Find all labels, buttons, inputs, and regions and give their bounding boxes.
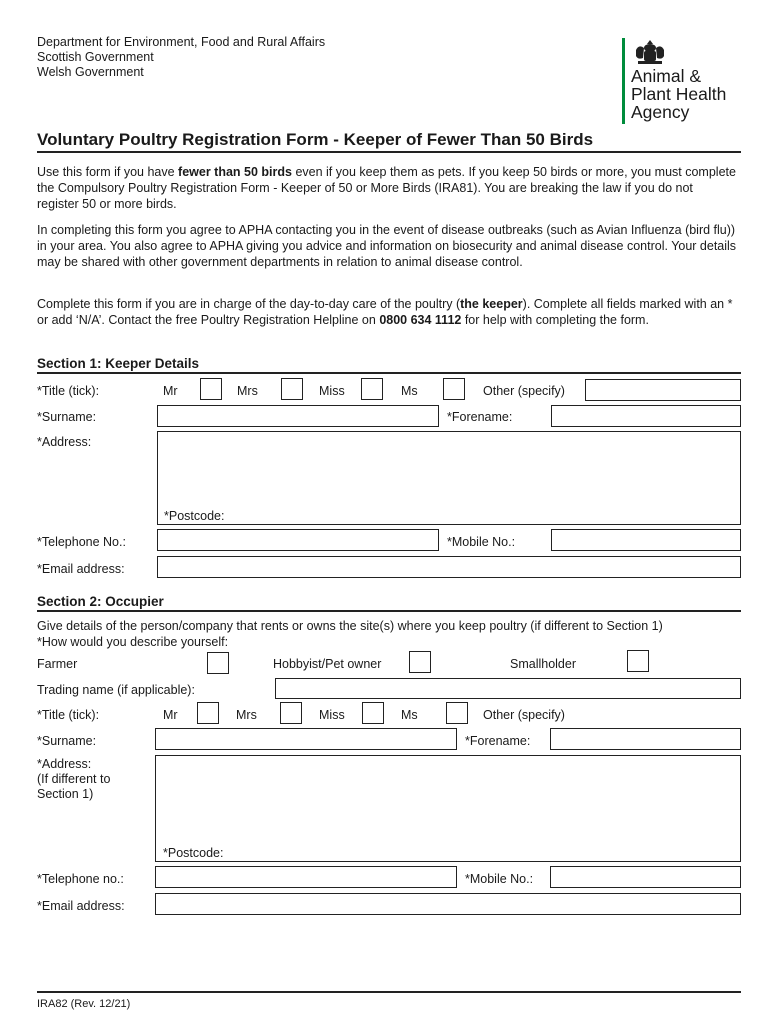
surname-label: *Surname: — [37, 410, 97, 424]
title-ms-checkbox[interactable] — [443, 378, 465, 400]
title-mr-checkbox[interactable] — [200, 378, 222, 400]
title-underline — [37, 151, 741, 153]
address-label: *Address: — [37, 435, 92, 449]
occupier-title-miss-label: Miss — [319, 708, 345, 722]
postcode-label: *Postcode: — [164, 509, 225, 523]
title-mr-label: Mr — [163, 384, 178, 398]
title-ms-label: Ms — [401, 384, 418, 398]
section2-description: Give details of the person/company that rents or owns the site(s) where you keep poultry (if different to Section 1) — [37, 619, 663, 633]
occupier-email-field[interactable] — [155, 893, 741, 915]
title-label: *Title (tick): — [37, 384, 100, 398]
title-other-field[interactable] — [585, 379, 741, 401]
occupier-address-field[interactable] — [155, 755, 741, 862]
occupier-mobile-label: *Mobile No.: — [465, 872, 534, 886]
occupier-title-miss-checkbox[interactable] — [362, 702, 384, 724]
address-field[interactable] — [157, 431, 741, 525]
occupier-title-other-label: Other (specify) — [483, 708, 565, 722]
trading-name-label: Trading name (if applicable): — [37, 683, 195, 697]
telephone-field[interactable] — [157, 529, 439, 551]
type-hobbyist-checkbox[interactable] — [409, 651, 431, 673]
section1-heading: Section 1: Keeper Details — [37, 356, 200, 371]
type-smallholder-label: Smallholder — [510, 657, 577, 671]
occupier-postcode-label: *Postcode: — [163, 846, 224, 860]
occupier-mobile-field[interactable] — [550, 866, 741, 888]
occupier-email-label: *Email address: — [37, 899, 125, 913]
occupier-title-mr-checkbox[interactable] — [197, 702, 219, 724]
occupier-title-ms-label: Ms — [401, 708, 418, 722]
section1-rule — [37, 372, 741, 374]
forename-label: *Forename: — [447, 410, 513, 424]
dept-welsh-gov: Welsh Government — [37, 65, 144, 79]
title-mrs-checkbox[interactable] — [281, 378, 303, 400]
title-miss-label: Miss — [319, 384, 345, 398]
describe-yourself-label: *How would you describe yourself: — [37, 635, 229, 649]
intro-paragraph-3: Complete this form if you are in charge of the day-to-day care of the poultry (the keeper). Complete all fields marked with an * or add ‘N/A’. Contact the free Poultry Registration Helpline on 0800 634 1112 for help with completing the form. — [37, 297, 733, 327]
email-field[interactable] — [157, 556, 741, 578]
occupier-surname-field[interactable] — [155, 728, 457, 750]
occupier-title-ms-checkbox[interactable] — [446, 702, 468, 724]
type-farmer-label: Farmer — [37, 657, 78, 671]
title-other-label: Other (specify) — [483, 384, 565, 398]
footer-rule — [37, 991, 741, 993]
occupier-title-label: *Title (tick): — [37, 708, 100, 722]
intro-paragraph-1: Use this form if you have fewer than 50 birds even if you keep them as pets. If you keep 50 birds or more, you must complete the Compulsory Poultry Registration Form - Keeper of 50 or More Birds (IRA81). You are breaking the law if you do not register 50 or more birds. — [37, 165, 736, 211]
trading-name-field[interactable] — [275, 678, 741, 699]
occupier-title-mr-label: Mr — [163, 708, 178, 722]
occupier-address-label: *Address: (If different to Section 1) — [37, 757, 111, 801]
type-hobbyist-label: Hobbyist/Pet owner — [273, 657, 382, 671]
occupier-forename-label: *Forename: — [465, 734, 531, 748]
logo-green-bar — [622, 38, 625, 124]
surname-field[interactable] — [157, 405, 439, 427]
page-title: Voluntary Poultry Registration Form - Keeper of Fewer Than 50 Birds — [37, 130, 594, 149]
form-reference: IRA82 (Rev. 12/21) — [37, 998, 131, 1010]
title-mrs-label: Mrs — [237, 384, 258, 398]
apha-logo-text: Animal & Plant Health Agency — [631, 66, 727, 122]
royal-crest-icon — [632, 38, 668, 66]
section2-rule — [37, 610, 741, 612]
email-label: *Email address: — [37, 562, 125, 576]
mobile-field[interactable] — [551, 529, 741, 551]
telephone-label: *Telephone No.: — [37, 535, 126, 549]
department-names — [37, 35, 325, 80]
mobile-label: *Mobile No.: — [447, 535, 516, 549]
type-smallholder-checkbox[interactable] — [627, 650, 649, 672]
dept-defra: Department for Environment, Food and Rural Affairs — [37, 35, 326, 49]
occupier-telephone-label: *Telephone no.: — [37, 872, 124, 886]
occupier-title-mrs-label: Mrs — [236, 708, 257, 722]
intro-paragraph-2: In completing this form you agree to APHA contacting you in the event of disease outbreaks (such as Avian Influenza (bird flu)) in your area. You also agree to APHA giving you advice and information on biosecurity and animal disease control. Your details may be shared with other government departments in relation to animal disease control. — [37, 223, 737, 269]
section2-heading: Section 2: Occupier — [37, 594, 164, 609]
title-miss-checkbox[interactable] — [361, 378, 383, 400]
dept-scottish-gov: Scottish Government — [37, 50, 154, 64]
occupier-forename-field[interactable] — [550, 728, 741, 750]
occupier-title-mrs-checkbox[interactable] — [280, 702, 302, 724]
forename-field[interactable] — [551, 405, 741, 427]
type-farmer-checkbox[interactable] — [207, 652, 229, 674]
occupier-surname-label: *Surname: — [37, 734, 97, 748]
occupier-telephone-field[interactable] — [155, 866, 457, 888]
